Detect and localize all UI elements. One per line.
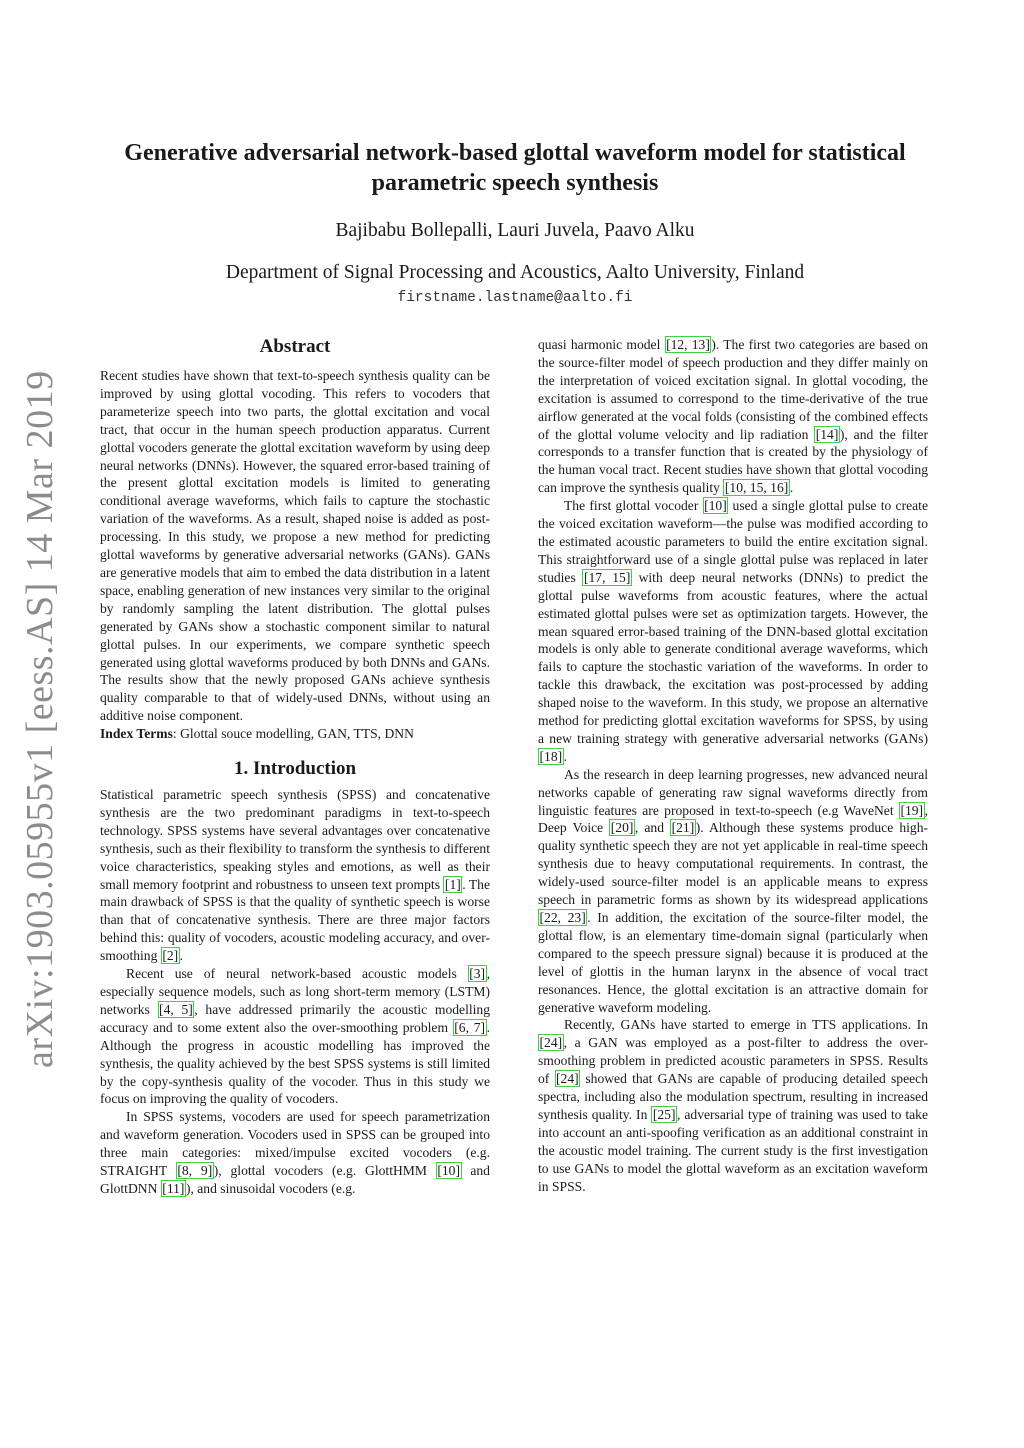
author-list: Bajibabu Bollepalli, Lauri Juvela, Paavo Alku bbox=[335, 220, 695, 241]
intro-paragraph-3: In SPSS systems, vocoders are used for speech parametrization and waveform generation. Vocoders used in SPSS can be grouped into three main categories: mixed/impulse excited vocoders (e.g. STRAIGHT [8, 9] ), glottal vocoders (e.g. GlottHMM [10] and GlottDNN [11] ), and sinusoidal vocoders (e.g. bbox=[100, 1109, 490, 1196]
paper-title: Generative adversarial network-based glottal waveform model for statistical parametric speech synthesis bbox=[124, 140, 906, 196]
abstract-heading: Abstract bbox=[259, 336, 331, 357]
arxiv-identifier-stamp: arXiv:1903.05955v1 [eess.AS] 14 Mar 2019 bbox=[19, 370, 61, 1068]
citation-link[interactable]: [24] bbox=[556, 1071, 579, 1087]
citation-link[interactable]: [3] bbox=[469, 966, 486, 982]
author-email: firstname.lastname@aalto.fi bbox=[397, 290, 633, 306]
right-paragraph-2: The first glottal vocoder [10] used a single glottal pulse to create the voiced excitation waveform—the pulse was modified according to the estimated acoustic parameters to build the entire excitation signal. This straightforward use of a single glottal pulse was replaced in later studies [17, 15] with deep neural networks (DNNs) to predict the glottal pulse waveforms from acoustic features, where the actual estimated glottal pulses were set as optimization targets. However, the mean squared error-based training of the DNN-based glottal excitation models is only able to generate conditional average waveforms, which fails to capture the stochastic variation of the waveforms. In order to tackle this drawback, the excitation was post-processed by adding shaped noise to the waveform. In this study, we propose an alternative method for predicting glottal excitation waveforms for SPSS, by using a new training strategy with generative adversarial networks (GANs) [18] . bbox=[538, 498, 928, 764]
right-paragraph-1: quasi harmonic model [12, 13] ). The first two categories are based on the source-filter model of speech production and they differ mainly on the interpretation of voiced excitation signal. In glottal vocoding, the excitation is assumed to correspond to the time-derivative of the true airflow generated at the vocal folds (consisting of the combined effects of the glottal volume velocity and lip radiation [14] ), and the filter corresponds to a transfer function that is created by the physiology of the human vocal tract. Recent studies have shown that glottal vocoding can improve the synthesis quality [10, 15, 16] . bbox=[538, 337, 928, 496]
intro-paragraph-1: Statistical parametric speech synthesis (SPSS) and concatenative synthesis are the two predominant paradigms in text-to-speech technology. SPSS systems have several advantages over concatenative synthesis, such as their flexibility to transform the synthesis to different voice characteristics, speaking styles and emotions, as well as their small memory footprint and robustness to unseen text prompts [1] . The main drawback of SPSS is that the quality of synthetic speech is worse than that of concatenative synthesis. There are three major factors behind this: quality of vocoders, acoustic modeling accuracy, and over-smoothing [2] . bbox=[100, 787, 490, 964]
citation-link[interactable]: [6, 7] bbox=[454, 1019, 486, 1035]
citation-link[interactable]: [10] bbox=[704, 498, 727, 514]
citation-link[interactable]: [8, 9] bbox=[177, 1163, 213, 1179]
citation-link[interactable]: [17, 15] bbox=[583, 569, 631, 585]
citation-link[interactable]: [11] bbox=[162, 1180, 185, 1196]
citation-link[interactable]: [21] bbox=[671, 820, 695, 836]
citation-link[interactable]: [22, 23] bbox=[539, 910, 586, 925]
right-paragraph-4: Recently, GANs have started to emerge in TTS applications. In [24] , a GAN was employed as a post-filter to address the over-smoothing problem in predicted acoustic parameters in SPSS. Results of [24] showed that GANs are capable of producing detailed speech spectra, including also the modulation spectrum, resulting in increased synthesis quality. In [25] , adversarial type of training was used to take into account an anti-spoofing verification as an additional constraint in the acoustic model training. The current study is the first investigation to use GANs to model the glottal waveform as an excitation waveform in SPSS. bbox=[538, 1017, 929, 1194]
index-terms-text: : Glottal souce modelling, GAN, TTS, DNN bbox=[172, 726, 414, 742]
index-terms bbox=[100, 725, 490, 743]
citation-link[interactable]: [14] bbox=[815, 426, 839, 442]
citation-link[interactable]: [10] bbox=[437, 1163, 460, 1179]
citation-link[interactable]: [18] bbox=[539, 748, 563, 764]
left-column bbox=[100, 336, 490, 1198]
citation-link[interactable]: [1] bbox=[444, 876, 461, 892]
citation-link[interactable]: [10, 15, 16] bbox=[724, 480, 789, 496]
affiliation: Department of Signal Processing and Acoustics, Aalto University, Finland bbox=[225, 262, 805, 283]
intro-paragraph-2: Recent use of neural network-based acoustic models [3] , especially sequence models, such as long short-term memory (LSTM) networks [4, 5] , have addressed primarily the acoustic modelling accuracy and to some extent also the over-smoothing problem [6, 7] . Although the progress in acoustic modelling has improved the synthesis, the quality achieved by the best SPSS systems is still limited by the copy-synthesis quality of the vocoder. Thus in this study we focus on improving the quality of vocoders. bbox=[100, 966, 491, 1107]
introduction-heading: 1. Introduction bbox=[233, 758, 357, 780]
citation-link[interactable]: [25] bbox=[652, 1106, 676, 1122]
citation-link[interactable]: [19] bbox=[900, 802, 924, 818]
citation-link[interactable]: [12, 13] bbox=[666, 337, 710, 352]
index-terms-label: Index Terms bbox=[100, 726, 173, 742]
citation-link[interactable]: [2] bbox=[162, 948, 179, 964]
citation-link[interactable]: [20] bbox=[610, 820, 634, 836]
citation-link[interactable]: [24] bbox=[539, 1035, 563, 1051]
right-paragraph-3: As the research in deep learning progresses, new advanced neural networks capable of generating raw signal waveforms directly from linguistic features are proposed in text-to-speech (e.g WaveNet [19] , Deep Voice [20] , and [21] ). Although these systems produce high-quality synthetic speech they are not yet applicable in real-time speech synthesis due to heavy computational requirements. In contrast, the widely-used source-filter model is an applicable means to express speech in parametric forms as shown by its widespread applications [22, 23] . In addition, the excitation of the source-filter model, the glottal flow, is an elementary time-domain signal (particularly when compared to the speech pressure signal) because it is produced at the level of glottis in the human larynx in the absence of vocal tract resonances. Hence, the glottal excitation is an attractive domain for generative waveform modeling. bbox=[538, 766, 929, 1015]
citation-link[interactable]: [4, 5] bbox=[159, 1001, 193, 1017]
right-column bbox=[538, 336, 928, 1196]
abstract-text: Recent studies have shown that text-to-speech synthesis quality can be improved by using glottal vocoding. This refers to vocoders that parameterize speech into two parts, the glottal excitation and vocal tract, that occur in the human speech production apparatus. Current glottal vocoders generate the glottal excitation waveform by using deep neural networks (DNNs). However, the squared error-based training of the present glottal excitation models is limited to generating conditional average waveforms, which fails to capture the stochastic variation of the waveforms. As a result, shaped noise is added as post-processing. In this study, we propose a new method for predicting glottal waveforms by generative adversarial networks (GANs). GANs are generative models that aim to embed the data distribution in a latent space, enabling generation of new instances very similar to the original by randomly sampling the latent distribution. The glottal pulses generated by GANs show a stochastic component similar to natural glottal pulses. In our experiments, we compare synthetic speech generated using glottal waveforms produced by both DNNs and GANs. The results show that the newly proposed GANs achieve synthesis quality comparable to that of widely-used DNNs, without using an additive noise component. bbox=[100, 368, 490, 724]
